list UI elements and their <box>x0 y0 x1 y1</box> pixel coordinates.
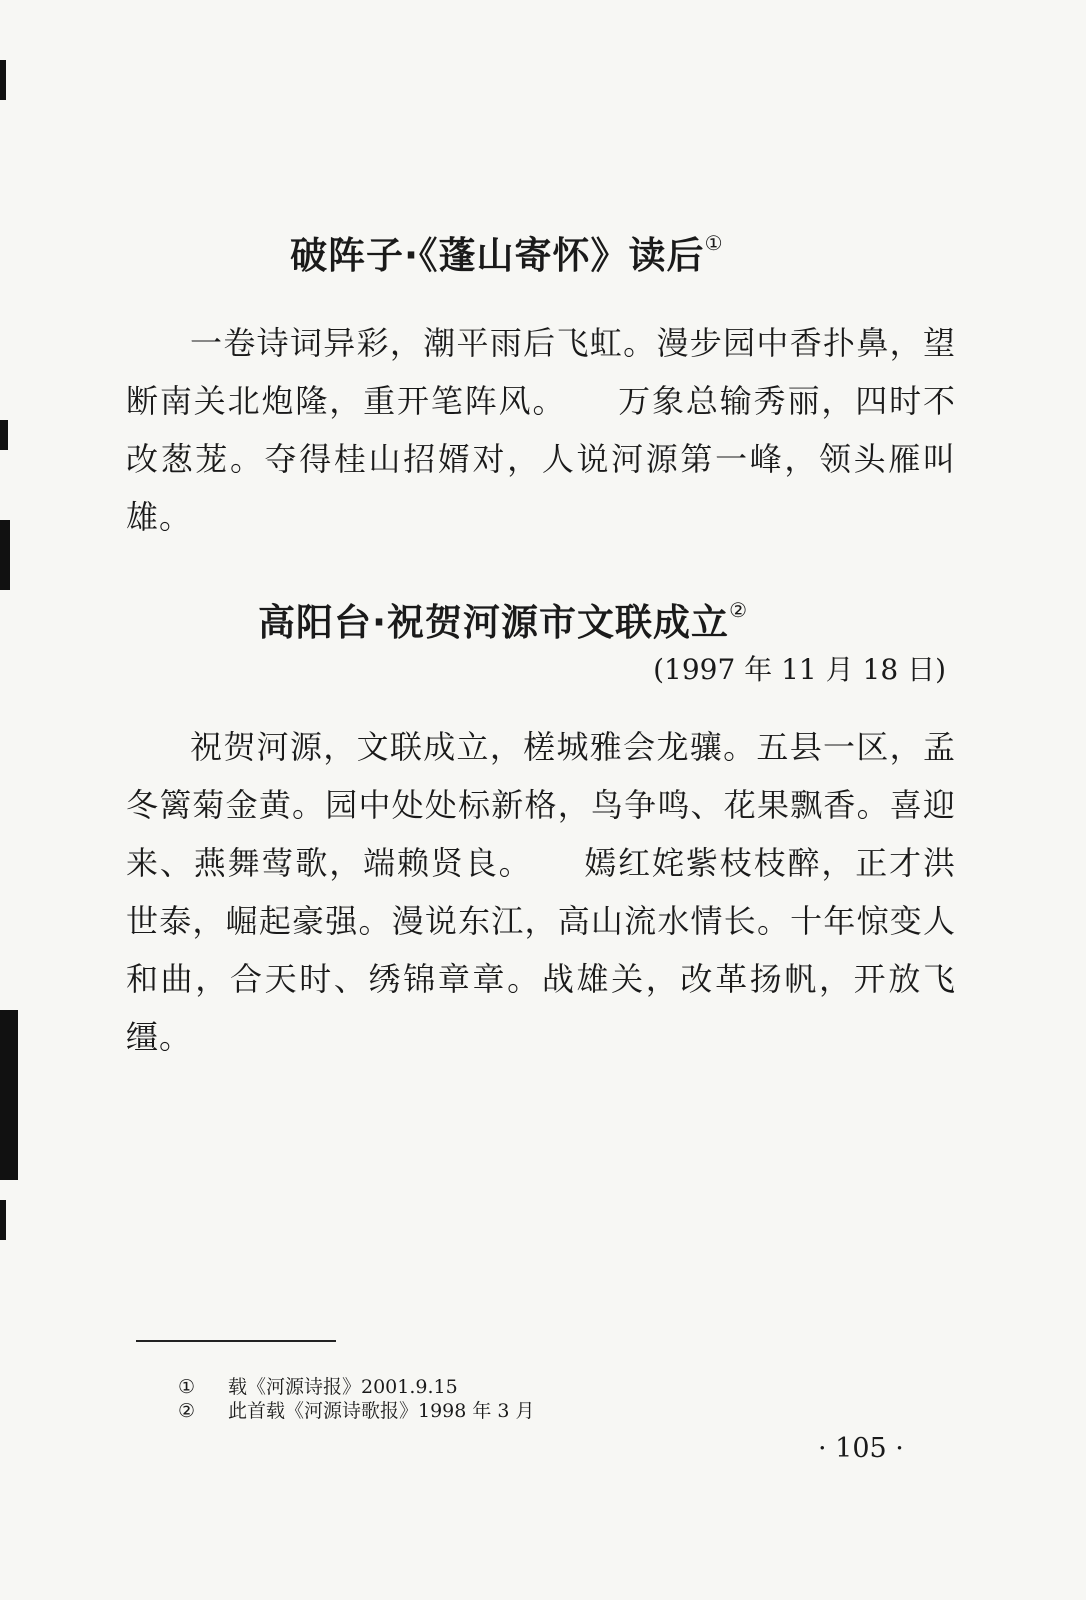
scan-edge-mark <box>0 1010 18 1180</box>
footnote-text: 载《河源诗报》2001.9.15 <box>228 1376 458 1398</box>
poem-title-2 <box>258 592 748 646</box>
footnote-divider <box>136 1340 336 1342</box>
poem-date: (1997 年 11 月 18 日) <box>653 653 946 686</box>
poem-title-text: 高阳台·祝贺河源市文联成立 <box>258 601 730 644</box>
scan-edge-mark <box>0 520 10 590</box>
poem-body-2: 祝贺河源，文联成立，槎城雅会龙骧。五县一区，孟冬篱菊金黄。园中处处标新格，鸟争鸣、花果飘香。喜迎来、燕舞莺歌，端赖贤良。 嫣红姹紫枝枝醉，正才洪世泰，崛起豪强。漫说东江，高山流水情长。十年惊变人和曲，合天时、绣锦章章。战雄关，改革扬帆，开放飞缰。 <box>126 728 956 1056</box>
scan-edge-mark <box>0 60 6 100</box>
footnote-text: 此首载《河源诗歌报》1998 年 3 月 <box>228 1400 535 1422</box>
poem-title-text: 破阵子·《蓬山寄怀》读后 <box>290 234 705 277</box>
footnote-1 <box>178 1372 458 1399</box>
scan-edge-mark <box>0 1200 6 1240</box>
footnote-2 <box>178 1396 535 1423</box>
scan-edge-mark <box>0 420 8 450</box>
poem-body-1: 一卷诗词异彩，潮平雨后飞虹。漫步园中香扑鼻，望断南关北炮隆，重开笔阵风。 万象总输秀丽，四时不改葱茏。夺得桂山招婿对，人说河源第一峰，领头雁叫雄。 <box>126 324 956 536</box>
footnote-marker: ① <box>704 231 724 255</box>
footnote-marker: ② <box>729 598 748 622</box>
page-number: · 105 · <box>818 1433 904 1464</box>
poem-title-1 <box>290 225 724 279</box>
footnote-number: ② <box>178 1400 196 1422</box>
footnote-number: ① <box>178 1376 196 1398</box>
